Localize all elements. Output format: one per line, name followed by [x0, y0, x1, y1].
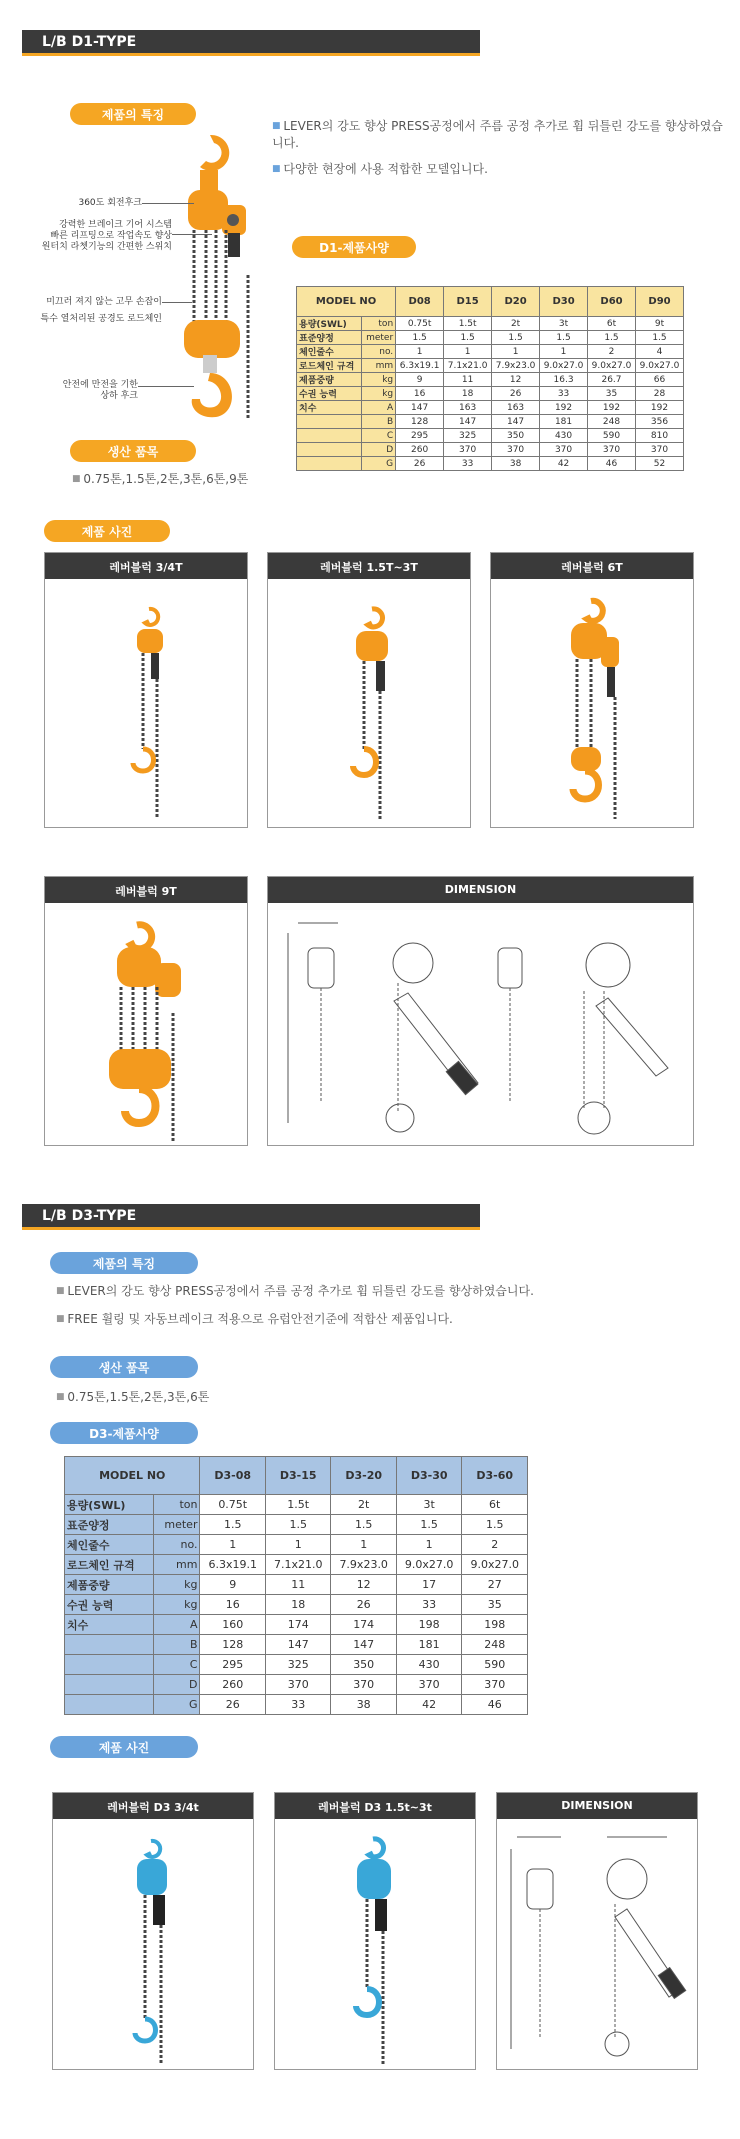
spec-cell: 147	[396, 401, 444, 415]
spec-cell: 6t	[462, 1495, 528, 1515]
d1-production-list: ■ 0.75톤,1.5톤,2톤,3톤,6톤,9톤	[72, 470, 272, 487]
spec-cell: 35	[462, 1595, 528, 1615]
spec-cell: 9	[396, 373, 444, 387]
spec-row	[297, 317, 684, 331]
spec-row	[297, 373, 684, 387]
spec-cell: 350	[331, 1655, 396, 1675]
spec-cell: 356	[636, 415, 684, 429]
spec-row-unit: kg	[361, 373, 395, 387]
spec-row-unit: kg	[153, 1595, 200, 1615]
spec-row-unit: meter	[153, 1515, 200, 1535]
spec-cell: 46	[588, 457, 636, 471]
spec-cell: 3t	[396, 1495, 461, 1515]
spec-cell: 1.5	[636, 331, 684, 345]
d1-feature-1: ■ LEVER의 강도 향상 PRESS공정에서 주름 공정 추가로 휨 뒤틀린 강도를 향상하였습니다.	[272, 117, 732, 151]
photo-card-title: 레버블럭 6T	[491, 553, 693, 579]
callout-hooks: 안전에 만전을 기한 상하 후크	[62, 380, 138, 401]
spec-cell: 147	[265, 1635, 330, 1655]
spec-row-label	[297, 415, 362, 429]
spec-row	[297, 359, 684, 373]
spec-cell: 1.5	[588, 331, 636, 345]
photo-card-title: DIMENSION	[268, 877, 693, 903]
photo-card-lever-block-6t	[490, 552, 694, 828]
spec-cell: 163	[492, 401, 540, 415]
spec-row-unit: mm	[153, 1555, 200, 1575]
spec-cell: 26	[200, 1695, 265, 1715]
spec-cell: 192	[636, 401, 684, 415]
spec-cell: 26	[492, 387, 540, 401]
spec-cell: 147	[444, 415, 492, 429]
spec-cell: 1.5	[462, 1515, 528, 1535]
spec-cell: 260	[200, 1675, 265, 1695]
spec-cell: 370	[588, 443, 636, 457]
photo-card-lever-block-9t	[44, 876, 248, 1146]
spec-cell: 42	[396, 1695, 461, 1715]
spec-cell: 192	[588, 401, 636, 415]
spec-row-label	[297, 443, 362, 457]
spec-cell: 1.5	[444, 331, 492, 345]
spec-row-unit: B	[153, 1635, 200, 1655]
spec-cell: 0.75t	[200, 1495, 265, 1515]
spec-cell: 6.3x19.1	[396, 359, 444, 373]
spec-cell: 9.0x27.0	[396, 1555, 461, 1575]
lever-block-34t-image	[45, 579, 247, 827]
callout-leader	[142, 203, 194, 204]
spec-cell: 2	[588, 345, 636, 359]
spec-cell: 2t	[492, 317, 540, 331]
spec-cell: 295	[396, 429, 444, 443]
spec-row-label: 치수	[297, 401, 362, 415]
callout-leader	[172, 234, 212, 235]
spec-cell: 1	[200, 1535, 265, 1555]
spec-row-unit: meter	[361, 331, 395, 345]
spec-row-label: 표준양정	[65, 1515, 154, 1535]
spec-row-unit: ton	[361, 317, 395, 331]
spec-cell: 198	[396, 1615, 461, 1635]
spec-model-name: D3-30	[396, 1457, 461, 1495]
spec-row-label: 로드체인 규격	[297, 359, 362, 373]
callout-swivel-hook: 360도 회전후크	[78, 198, 142, 208]
spec-cell: 590	[588, 429, 636, 443]
spec-model-name: D3-20	[331, 1457, 396, 1495]
spec-row	[65, 1675, 528, 1695]
spec-cell: 370	[331, 1675, 396, 1695]
spec-cell: 174	[331, 1615, 396, 1635]
spec-row-unit: G	[361, 457, 395, 471]
spec-row-label: 치수	[65, 1615, 154, 1635]
spec-cell: 28	[636, 387, 684, 401]
spec-cell: 128	[200, 1635, 265, 1655]
d3-photo-label: 제품 사진	[50, 1736, 198, 1758]
spec-row-unit: ton	[153, 1495, 200, 1515]
spec-cell: 7.9x23.0	[492, 359, 540, 373]
spec-model-name: D60	[588, 287, 636, 317]
spec-cell: 128	[396, 415, 444, 429]
lever-block-15t-3t-image	[268, 579, 470, 827]
spec-cell: 9.0x27.0	[588, 359, 636, 373]
spec-row-label: 수권 능력	[297, 387, 362, 401]
spec-row-label: 체인줄수	[65, 1535, 154, 1555]
spec-cell: 16	[200, 1595, 265, 1615]
spec-row-label: 제품중량	[65, 1575, 154, 1595]
spec-row	[65, 1555, 528, 1575]
callout-leader	[162, 302, 192, 303]
spec-row	[297, 331, 684, 345]
spec-cell: 18	[444, 387, 492, 401]
spec-row-label: 체인줄수	[297, 345, 362, 359]
spec-cell: 12	[492, 373, 540, 387]
callout-handle-chain: 미끄러 져지 않는 고무 손잡이 특수 열처리된 공경도 로드체인	[40, 297, 162, 324]
spec-model-name: D3-08	[200, 1457, 265, 1495]
spec-cell: 33	[396, 1595, 461, 1615]
spec-row	[297, 415, 684, 429]
photo-card-title: 레버블럭 D3 1.5t~3t	[275, 1793, 475, 1819]
lever-block-d3-15t-3t-image	[275, 1819, 475, 2069]
d3-spec-label: D3-제품사양	[50, 1422, 198, 1444]
spec-cell: 26.7	[588, 373, 636, 387]
spec-cell: 42	[540, 457, 588, 471]
spec-cell: 27	[462, 1575, 528, 1595]
spec-cell: 1	[444, 345, 492, 359]
spec-cell: 1.5	[396, 1515, 461, 1535]
spec-row-unit: kg	[153, 1575, 200, 1595]
spec-cell: 1.5	[331, 1515, 396, 1535]
spec-cell: 11	[265, 1575, 330, 1595]
d3-feature-2: ■ FREE 휠링 및 자동브레이크 적용으로 유럽안전기준에 적합산 제품입니다.	[56, 1310, 736, 1327]
spec-cell: 1.5	[540, 331, 588, 345]
spec-cell: 590	[462, 1655, 528, 1675]
spec-cell: 26	[331, 1595, 396, 1615]
photo-card-title: 레버블럭 3/4T	[45, 553, 247, 579]
spec-row	[65, 1655, 528, 1675]
spec-cell: 66	[636, 373, 684, 387]
spec-cell: 52	[636, 457, 684, 471]
spec-cell: 295	[200, 1655, 265, 1675]
lever-block-6t-image	[491, 579, 693, 827]
spec-cell: 9.0x27.0	[462, 1555, 528, 1575]
spec-cell: 33	[444, 457, 492, 471]
spec-cell: 33	[265, 1695, 330, 1715]
spec-cell: 1.5	[396, 331, 444, 345]
lever-block-d3-34t-image	[53, 1819, 253, 2069]
spec-cell: 0.75t	[396, 317, 444, 331]
spec-row-unit: C	[361, 429, 395, 443]
d1-spec-label: D1-제품사양	[292, 236, 416, 258]
spec-row-label: 표준양정	[297, 331, 362, 345]
spec-row	[297, 457, 684, 471]
spec-cell: 325	[444, 429, 492, 443]
callout-leader	[138, 386, 194, 387]
spec-row-label	[65, 1635, 154, 1655]
spec-row	[65, 1635, 528, 1655]
d1-feature-2: ■ 다양한 현장에 사용 적합한 모델입니다.	[272, 160, 732, 177]
spec-row-label: 용량(SWL)	[65, 1495, 154, 1515]
d1-features-label: 제품의 특징	[70, 103, 196, 125]
spec-cell: 370	[265, 1675, 330, 1695]
spec-cell: 9.0x27.0	[540, 359, 588, 373]
spec-header-row	[297, 287, 684, 317]
spec-cell: 147	[492, 415, 540, 429]
spec-row-label	[65, 1695, 154, 1715]
spec-model-name: D08	[396, 287, 444, 317]
photo-card-title: 레버블럭 1.5T~3T	[268, 553, 470, 579]
photo-card-title: DIMENSION	[497, 1793, 697, 1819]
spec-cell: 35	[588, 387, 636, 401]
spec-cell: 160	[200, 1615, 265, 1635]
spec-row-unit: no.	[361, 345, 395, 359]
d3-spec-table	[64, 1456, 528, 1715]
spec-row	[65, 1695, 528, 1715]
spec-row-label	[297, 457, 362, 471]
spec-row	[297, 401, 684, 415]
spec-model-header: MODEL NO	[65, 1457, 200, 1495]
spec-model-name: D3-15	[265, 1457, 330, 1495]
spec-model-name: D3-60	[462, 1457, 528, 1495]
photo-card-dimension-d1	[267, 876, 694, 1146]
spec-row-label	[65, 1675, 154, 1695]
spec-cell: 430	[396, 1655, 461, 1675]
photo-card-lever-block-d3-34t	[52, 1792, 254, 2070]
spec-row	[297, 387, 684, 401]
spec-row	[297, 443, 684, 457]
spec-cell: 181	[396, 1635, 461, 1655]
spec-model-name: D15	[444, 287, 492, 317]
spec-cell: 174	[265, 1615, 330, 1635]
spec-row-unit: B	[361, 415, 395, 429]
spec-cell: 9.0x27.0	[636, 359, 684, 373]
spec-cell: 16	[396, 387, 444, 401]
photo-card-lever-block-15t-3t	[267, 552, 471, 828]
spec-row-unit: D	[153, 1675, 200, 1695]
spec-row	[297, 429, 684, 443]
d3-production-list: ■ 0.75톤,1.5톤,2톤,3톤,6톤	[56, 1388, 356, 1405]
spec-cell: 1.5t	[265, 1495, 330, 1515]
d3-features-label: 제품의 특징	[50, 1252, 198, 1274]
spec-row	[297, 345, 684, 359]
spec-cell: 2t	[331, 1495, 396, 1515]
spec-row	[65, 1515, 528, 1535]
d1-hoist-illustration	[170, 125, 270, 430]
d1-production-label: 생산 품목	[70, 440, 196, 462]
spec-row-label: 수권 능력	[65, 1595, 154, 1615]
spec-cell: 9	[200, 1575, 265, 1595]
spec-cell: 370	[492, 443, 540, 457]
spec-cell: 7.9x23.0	[331, 1555, 396, 1575]
spec-cell: 38	[492, 457, 540, 471]
d3-production-label: 생산 품목	[50, 1356, 198, 1378]
dimension-drawing-d3	[497, 1819, 697, 2069]
spec-row-unit: D	[361, 443, 395, 457]
d1-spec-table	[296, 286, 684, 471]
spec-row-unit: no.	[153, 1535, 200, 1555]
spec-cell: 1.5t	[444, 317, 492, 331]
dimension-drawing-d1	[268, 903, 693, 1145]
spec-cell: 1	[492, 345, 540, 359]
spec-cell: 3t	[540, 317, 588, 331]
spec-cell: 260	[396, 443, 444, 457]
spec-cell: 26	[396, 457, 444, 471]
d1-photo-label: 제품 사진	[44, 520, 170, 542]
spec-cell: 181	[540, 415, 588, 429]
spec-cell: 430	[540, 429, 588, 443]
spec-cell: 370	[396, 1675, 461, 1695]
photo-card-lever-block-d3-15t-3t	[274, 1792, 476, 2070]
spec-row-unit: G	[153, 1695, 200, 1715]
spec-row-unit: C	[153, 1655, 200, 1675]
spec-cell: 1	[396, 1535, 461, 1555]
spec-cell: 6t	[588, 317, 636, 331]
spec-cell: 1.5	[492, 331, 540, 345]
d1-section-title: L/B D1-TYPE	[22, 30, 480, 56]
spec-row	[65, 1495, 528, 1515]
spec-row	[65, 1595, 528, 1615]
spec-cell: 38	[331, 1695, 396, 1715]
spec-cell: 1	[265, 1535, 330, 1555]
photo-card-dimension-d3	[496, 1792, 698, 2070]
spec-row-label	[65, 1655, 154, 1675]
spec-row-unit: mm	[361, 359, 395, 373]
spec-cell: 370	[636, 443, 684, 457]
spec-row-label: 용량(SWL)	[297, 317, 362, 331]
spec-cell: 248	[588, 415, 636, 429]
spec-model-name: D30	[540, 287, 588, 317]
spec-cell: 325	[265, 1655, 330, 1675]
spec-model-name: D90	[636, 287, 684, 317]
spec-cell: 370	[462, 1675, 528, 1695]
spec-row	[65, 1615, 528, 1635]
spec-cell: 4	[636, 345, 684, 359]
spec-row-unit: kg	[361, 387, 395, 401]
spec-cell: 350	[492, 429, 540, 443]
spec-cell: 6.3x19.1	[200, 1555, 265, 1575]
spec-cell: 9t	[636, 317, 684, 331]
spec-model-name: D20	[492, 287, 540, 317]
spec-cell: 16.3	[540, 373, 588, 387]
spec-cell: 198	[462, 1615, 528, 1635]
spec-cell: 1.5	[200, 1515, 265, 1535]
spec-cell: 1.5	[265, 1515, 330, 1535]
spec-cell: 12	[331, 1575, 396, 1595]
photo-card-lever-block-34t	[44, 552, 248, 828]
spec-header-row	[65, 1457, 528, 1495]
photo-card-title: 레버블럭 D3 3/4t	[53, 1793, 253, 1819]
spec-cell: 147	[331, 1635, 396, 1655]
spec-row-label: 제품중량	[297, 373, 362, 387]
spec-cell: 810	[636, 429, 684, 443]
spec-cell: 1	[331, 1535, 396, 1555]
spec-row-unit: A	[153, 1615, 200, 1635]
spec-cell: 46	[462, 1695, 528, 1715]
spec-row-label	[297, 429, 362, 443]
lever-block-9t-image	[45, 903, 247, 1145]
spec-cell: 2	[462, 1535, 528, 1555]
spec-cell: 248	[462, 1635, 528, 1655]
spec-row	[65, 1535, 528, 1555]
spec-row	[65, 1575, 528, 1595]
spec-cell: 370	[540, 443, 588, 457]
spec-cell: 18	[265, 1595, 330, 1615]
spec-row-label: 로드체인 규격	[65, 1555, 154, 1575]
callout-brake-system: 강력한 브레이크 기어 시스템 빠른 리프팅으로 작업속도 향상 원터치 라쳇기능의 간편한 스위치	[41, 220, 172, 252]
spec-cell: 1	[396, 345, 444, 359]
spec-cell: 370	[444, 443, 492, 457]
d3-feature-1: ■ LEVER의 강도 향상 PRESS공정에서 주름 공정 추가로 휨 뒤틀린 강도를 향상하였습니다.	[56, 1282, 736, 1299]
d3-section-title: L/B D3-TYPE	[22, 1204, 480, 1230]
spec-cell: 192	[540, 401, 588, 415]
spec-row-unit: A	[361, 401, 395, 415]
spec-cell: 1	[540, 345, 588, 359]
photo-card-title: 레버블럭 9T	[45, 877, 247, 903]
spec-cell: 17	[396, 1575, 461, 1595]
spec-model-header: MODEL NO	[297, 287, 396, 317]
spec-cell: 163	[444, 401, 492, 415]
spec-cell: 11	[444, 373, 492, 387]
spec-cell: 7.1x21.0	[444, 359, 492, 373]
spec-cell: 7.1x21.0	[265, 1555, 330, 1575]
spec-cell: 33	[540, 387, 588, 401]
